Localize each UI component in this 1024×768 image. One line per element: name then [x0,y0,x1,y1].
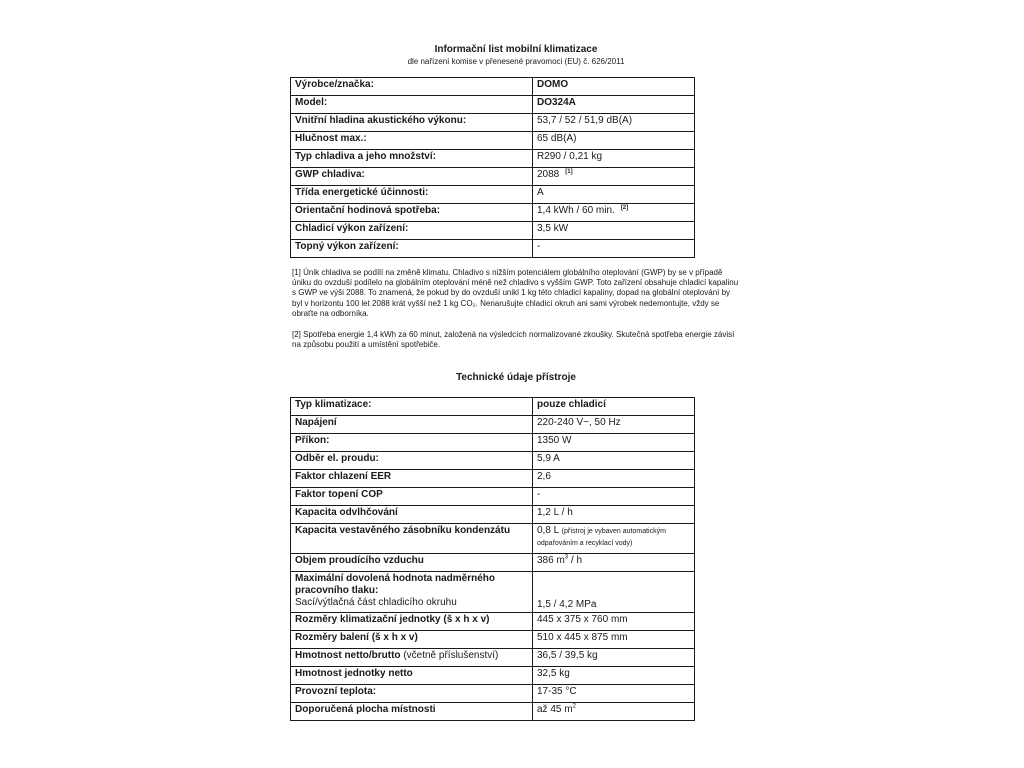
row-value-unit: / h [568,555,583,566]
document-subtitle: dle nařízení komise v přenesené pravomoci (EU) č. 626/2011 [407,57,625,66]
row-value: 220-240 V~, 50 Hz [533,416,695,434]
footnote-ref: [2] [620,204,629,211]
row-label: Napájení [291,416,533,434]
table-row [291,470,695,488]
row-label-main: Hmotnost netto/brutto [295,650,401,661]
row-value [533,222,695,240]
table-row [291,204,695,222]
info-table [290,77,695,258]
row-label: Topný výkon zařízení: [291,240,533,258]
document-title: Informační list mobilní klimatizace [434,44,598,55]
row-label [291,572,533,613]
row-value: pouze chladicí [533,398,695,416]
row-value [533,168,695,186]
table-row [291,150,695,168]
table-row [291,168,695,186]
table-row [291,416,695,434]
table-row [291,703,695,721]
table-row [291,649,695,667]
row-label [291,649,533,667]
row-value: 1350 W [533,434,695,452]
table-row [291,78,695,96]
footnote-1: [1] Únik chladiva se podílí na změně klimatu. Chladivo s nižším potenciálem globálního oteplování (GWP) by se v případě úniku do ovzduší podílelo na globálním oteplování méně než chladivo s vyšším GWP. Toto zařízení obsahuje chladicí kapalinu s GWP ve výši 2088. To znamená, že pokud by do ovzduší unikl 1 kg této chladicí kapaliny, dopad na globální oteplování by byl v horizontu 100 let 2088 krát vyšší než 1 kg CO₂. Nenarušujte chladicí okruh ani sami výrobek nedemontujte, vždy se obraťte na odborníka. [292,268,739,318]
superscript: 3 [564,554,569,561]
row-value [533,240,695,258]
table-row [291,488,695,506]
table-row [291,452,695,470]
row-value-main: 65 dB(A) [537,133,577,144]
row-label: Provozní teplota: [291,685,533,703]
table-row [291,631,695,649]
row-value [533,132,695,150]
row-value: 2,6 [533,470,695,488]
table-row [291,554,695,572]
row-value-main: - [537,241,541,252]
row-value-main: A [537,187,544,198]
row-value-main: 2088 [537,169,560,180]
tech-table [290,397,695,721]
footnote-2: [2] Spotřeba energie 1,4 kWh za 60 minut, založená na výsledcích normalizované zkoušky. Skutečná spotřeba energie závisí na způsobu použití a umístění spotřebiče. [292,330,735,350]
row-label: Kapacita vestavěného zásobníku kondenzátu [291,524,533,554]
row-label: Typ chladiva a jeho množství: [291,150,533,168]
row-value [533,703,695,721]
table-row [291,222,695,240]
row-value-main: DOMO [537,79,569,90]
row-label: GWP chladiva: [291,168,533,186]
row-value [533,524,695,554]
table-row [291,132,695,150]
table-row [291,667,695,685]
row-value-main: 0,8 L [537,525,559,536]
table-row [291,434,695,452]
row-label: Orientační hodinová spotřeba: [291,204,533,222]
row-value: 510 x 445 x 875 mm [533,631,695,649]
table-row [291,685,695,703]
row-value: 36,5 / 39,5 kg [533,649,695,667]
row-value: 1,5 / 4,2 MPa [533,572,695,613]
table-row [291,240,695,258]
row-label: Kapacita odvlhčování [291,506,533,524]
row-value [533,204,695,222]
row-value-main: 3,5 kW [537,223,569,234]
tech-section-title: Technické údaje přístroje [456,372,576,383]
row-value-main: 53,7 / 52 / 51,9 dB(A) [537,115,633,126]
row-label: Vnitřní hladina akustického výkonu: [291,114,533,132]
row-label: Příkon: [291,434,533,452]
row-value: 32,5 kg [533,667,695,685]
table-row [291,524,695,554]
row-value-main: R290 / 0,21 kg [537,151,603,162]
row-value [533,96,695,114]
row-value [533,78,695,96]
row-label: Třída energetické účinnosti: [291,186,533,204]
row-label: Faktor chlazení EER [291,470,533,488]
row-label-extra: (včetně příslušenství) [400,650,499,661]
row-label: Chladicí výkon zařízení: [291,222,533,240]
row-value [533,114,695,132]
table-row [291,114,695,132]
row-label: Typ klimatizace: [291,398,533,416]
table-row [291,506,695,524]
row-value: 445 x 375 x 760 mm [533,613,695,631]
row-label: Objem proudícího vzduchu [291,554,533,572]
row-value [533,150,695,168]
row-value: 5,9 A [533,452,695,470]
row-value: 1,2 L / h [533,506,695,524]
row-label: Hmotnost jednotky netto [291,667,533,685]
row-label: Doporučená plocha místnosti [291,703,533,721]
row-value-main: až 45 m [537,704,573,715]
row-label-sub: Sací/výtlačná část chladicího okruhu [295,597,457,608]
row-value-main: DO324A [537,97,576,108]
row-value-note: (přístroj je vybaven automatickým odpařováním a recyklací vody) [537,528,666,547]
row-value [533,186,695,204]
footnote-ref: [1] [565,168,573,175]
row-label: Výrobce/značka: [291,78,533,96]
table-row [291,572,695,613]
row-value-main: 386 m [537,555,565,566]
row-value: - [533,488,695,506]
row-value [533,554,695,572]
row-label: Model: [291,96,533,114]
row-label: Rozměry balení (š x h x v) [291,631,533,649]
row-label: Odběr el. proudu: [291,452,533,470]
table-row [291,398,695,416]
row-label: Hlučnost max.: [291,132,533,150]
superscript: 2 [572,703,576,710]
table-row [291,96,695,114]
row-value: 17-35 °C [533,685,695,703]
table-row [291,186,695,204]
row-label: Rozměry klimatizační jednotky (š x h x v) [291,613,533,631]
row-value-main: 1,4 kWh / 60 min. [537,205,615,216]
row-label: Faktor topení COP [291,488,533,506]
table-row [291,613,695,631]
row-label-main: Maximální dovolená hodnota nadměrného pracovního tlaku: [295,573,496,596]
